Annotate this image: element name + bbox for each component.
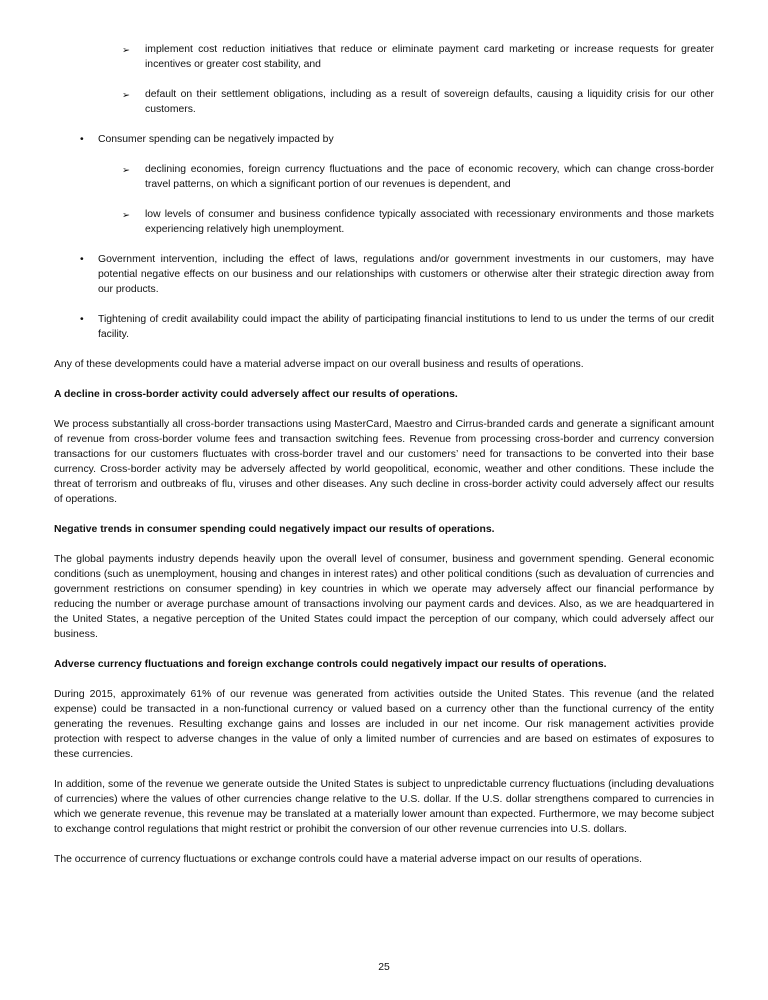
sub-bullet-text: declining economies, foreign currency fluctuations and the pace of economic recovery, which can change cross-border travel patterns, on which a significant portion of our revenues is dependent, and — [145, 164, 714, 190]
section-heading: A decline in cross-border activity could adversely affect our results of operations. — [54, 389, 458, 400]
sub-bullet-text: implement cost reduction initiatives that reduce or eliminate payment card marketing or increase requests for greater incentives or greater cost stability, and — [145, 44, 714, 70]
sub-bullet-item — [54, 42, 714, 72]
sub-bullet-text: default on their settlement obligations, including as a result of sovereign defaults, causing a liquidity crisis for our other customers. — [145, 89, 714, 115]
bullet-item — [54, 252, 714, 297]
paragraph: During 2015, approximately 61% of our revenue was generated from activities outside the United States. This revenue (and the related expense) could be transacted in a non-functional currency or valued based on a currency other than the functional currency of the entity generating the revenues. Resulting exchange gains and losses are included in our net income. Our risk management activities provide protection with respect to adverse changes in the value of only a limited number of currencies and are based on estimates of exposures to these currencies. — [54, 689, 714, 760]
sub-bullet-item — [54, 87, 714, 117]
sub-bullet-text: low levels of consumer and business confidence typically associated with recessionary environments and those markets experiencing relatively high unemployment. — [145, 209, 714, 235]
paragraph: Any of these developments could have a material adverse impact on our overall business and results of operations. — [54, 359, 584, 370]
paragraph: We process substantially all cross-border transactions using MasterCard, Maestro and Cirrus-branded cards and generate a significant amount of revenue from cross-border volume fees and transaction switching fees. Revenue from processing cross-border and currency conversion transactions for our customers fluctuates with cross-border travel and our customers’ need for transactions to be converted into their base currency. Cross-border activity may be adversely affected by world geopolitical, economic, weather and other conditions. These include the threat of terrorism and outbreaks of flu, viruses and other diseases. Any such decline in cross-border activity could adversely affect our results of operations. — [54, 419, 714, 505]
arrow-bullet-icon: ➢ — [122, 165, 130, 176]
round-bullet-icon: • — [80, 314, 84, 325]
bullet-item — [54, 312, 714, 342]
paragraph: The global payments industry depends heavily upon the overall level of consumer, business and government spending. General economic conditions (such as unemployment, housing and changes in interest rates) and other political conditions (such as devaluation of currencies and government restrictions on consumer spending) in key countries in which we operate may adversely affect our financial performance by reducing the number or average purchase amount of transactions involving our payment cards and devices. Also, as we are headquartered in the United States, a negative perception of the United States could impact the perception of our company, which could adversely affect our business. — [54, 554, 714, 640]
bullet-item — [54, 132, 714, 147]
bullet-text: Consumer spending can be negatively impacted by — [98, 134, 334, 145]
sub-bullet-item — [54, 207, 714, 237]
paragraph: In addition, some of the revenue we generate outside the United States is subject to unpredictable currency fluctuations (including devaluations of currencies) where the values of other currencies change relative to the U.S. dollar. If the U.S. dollar strengthens compared to currencies in which we generate revenue, this revenue may be translated at a materially lower amount than expected. Furthermore, we may become subject to exchange control regulations that might restrict or prohibit the conversion of our other revenue currencies into U.S. dollars. — [54, 779, 714, 835]
arrow-bullet-icon: ➢ — [122, 210, 130, 221]
bullet-text: Tightening of credit availability could impact the ability of participating financial institutions to lend to us under the terms of our credit facility. — [98, 314, 714, 340]
arrow-bullet-icon: ➢ — [122, 45, 130, 56]
page-number: 25 — [378, 962, 390, 973]
paragraph: The occurrence of currency fluctuations or exchange controls could have a material adverse impact on our results of operations. — [54, 854, 642, 865]
bullet-text: Government intervention, including the effect of laws, regulations and/or government investments in our customers, may have potential negative effects on our business and our relationships with customers or otherwise alter their strategic direction away from our products. — [98, 254, 714, 295]
section-heading: Adverse currency fluctuations and foreign exchange controls could negatively impact our results of operations. — [54, 659, 607, 670]
round-bullet-icon: • — [80, 254, 84, 265]
sub-bullet-item — [54, 162, 714, 192]
section-heading: Negative trends in consumer spending could negatively impact our results of operations. — [54, 524, 495, 535]
round-bullet-icon: • — [80, 134, 84, 145]
arrow-bullet-icon: ➢ — [122, 90, 130, 101]
